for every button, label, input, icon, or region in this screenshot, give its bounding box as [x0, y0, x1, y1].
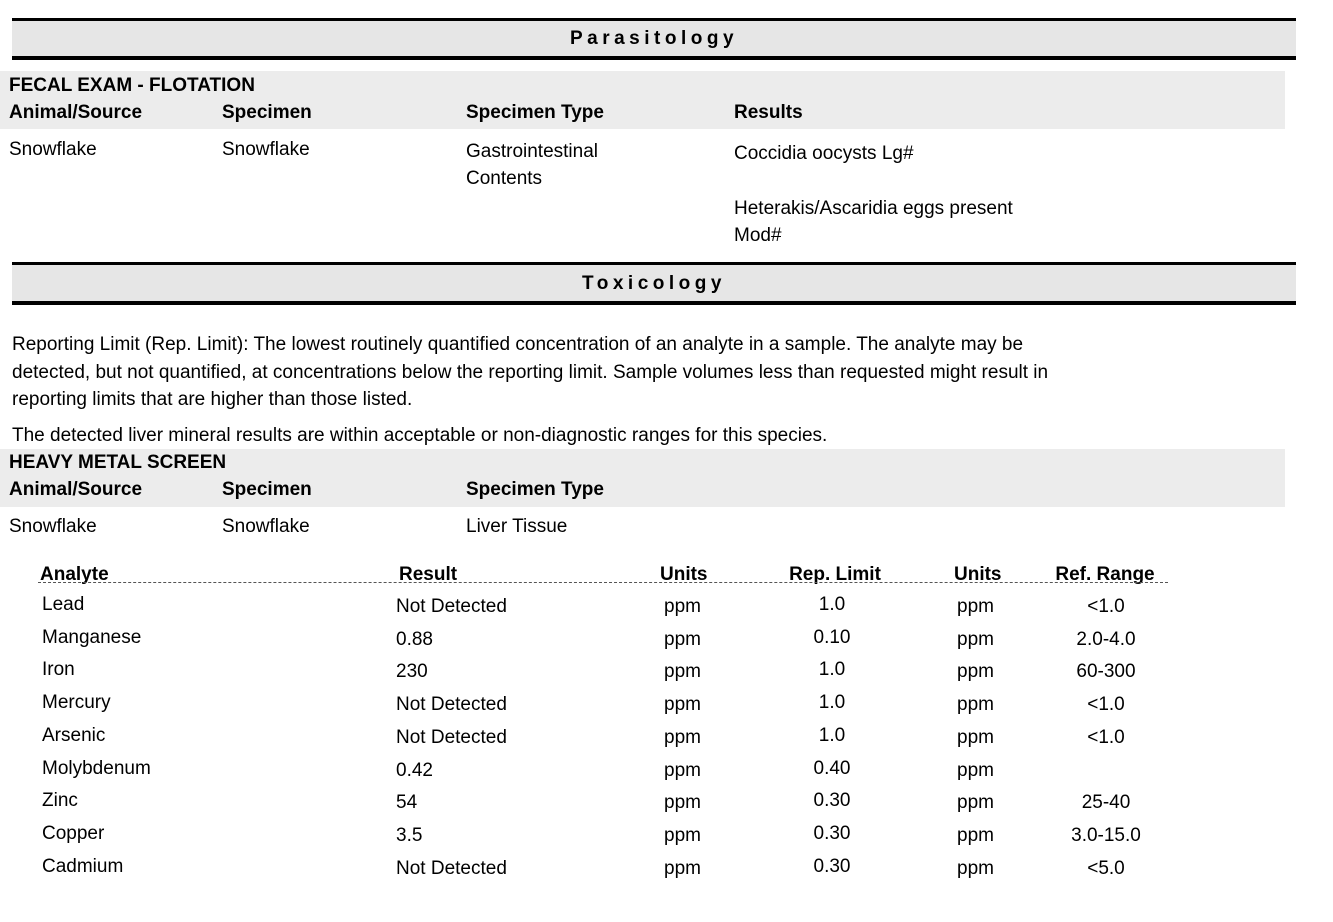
- analyte-rep-limit: 0.30: [813, 856, 851, 877]
- heavy-header-animal: Animal/Source: [9, 479, 143, 500]
- analyte-units-2: ppm: [957, 596, 994, 617]
- analyte-name: Copper: [42, 823, 105, 844]
- analyte-units: ppm: [664, 694, 701, 715]
- analyte-rep-limit: 1.0: [818, 692, 846, 713]
- analyte-name: Molybdenum: [42, 758, 151, 779]
- fecal-result-1: Coccidia oocysts Lg#: [734, 143, 914, 164]
- analyte-ref-range: <1.0: [1087, 694, 1125, 715]
- analyte-units: ppm: [664, 858, 701, 879]
- col-header-result: Result: [399, 564, 458, 585]
- heavy-row-animal: Snowflake: [9, 516, 97, 537]
- analyte-rep-limit: 0.40: [813, 758, 851, 779]
- fecal-header-results: Results: [734, 102, 803, 123]
- analyte-ref-range: 3.0-15.0: [1071, 825, 1141, 846]
- analyte-result: Not Detected: [396, 596, 507, 617]
- analyte-result: 54: [396, 792, 418, 813]
- analyte-name: Arsenic: [42, 725, 106, 746]
- liver-mineral-note: The detected liver mineral results are within acceptable or non-diagnostic ranges for this species.: [12, 425, 828, 446]
- col-header-rep-limit: Rep. Limit: [789, 564, 881, 585]
- analyte-result: 0.88: [396, 629, 433, 650]
- analyte-name: Lead: [42, 594, 85, 615]
- rep-limit-note-line1: Reporting Limit (Rep. Limit): The lowest routinely quantified concentration of an analyte in a sample. The analyte may be: [12, 334, 1024, 355]
- analyte-units-2: ppm: [957, 661, 994, 682]
- col-header-units: Units: [660, 564, 708, 585]
- analyte-ref-range: 2.0-4.0: [1076, 629, 1136, 650]
- fecal-header-specimen-type: Specimen Type: [466, 102, 604, 123]
- fecal-row-specimen: Snowflake: [222, 139, 310, 160]
- analyte-units: ppm: [664, 727, 701, 748]
- heavy-header-specimen: Specimen: [222, 479, 312, 500]
- analyte-rep-limit: 0.30: [813, 790, 851, 811]
- analyte-name: Zinc: [42, 790, 78, 811]
- analyte-ref-range: <5.0: [1087, 858, 1125, 879]
- col-header-units-2: Units: [954, 564, 1002, 585]
- analyte-result: Not Detected: [396, 858, 507, 879]
- analyte-result: 0.42: [396, 760, 433, 781]
- analyte-result: Not Detected: [396, 727, 507, 748]
- analyte-rep-limit: 1.0: [818, 659, 846, 680]
- analyte-result: 3.5: [396, 825, 423, 846]
- analyte-name: Cadmium: [42, 856, 124, 877]
- table-header-divider: [38, 582, 1168, 583]
- analyte-ref-range: <1.0: [1087, 727, 1125, 748]
- fecal-header-specimen: Specimen: [222, 102, 312, 123]
- analyte-result: Not Detected: [396, 694, 507, 715]
- col-header-ref-range: Ref. Range: [1055, 564, 1155, 585]
- analyte-ref-range: <1.0: [1087, 596, 1125, 617]
- rep-limit-note-line2: detected, but not quantified, at concentrations below the reporting limit. Sample volumes less than requested might result in: [12, 362, 1049, 383]
- fecal-result-2-line2: Mod#: [734, 225, 782, 246]
- analyte-ref-range: 25-40: [1081, 792, 1131, 813]
- fecal-header-animal: Animal/Source: [9, 102, 143, 123]
- heavy-metal-test-name: HEAVY METAL SCREEN: [9, 452, 227, 473]
- toxicology-title: Toxicology: [582, 273, 726, 294]
- heavy-header-specimen-type: Specimen Type: [466, 479, 604, 500]
- parasitology-section-header: [12, 18, 1296, 60]
- fecal-row-type-line1: Gastrointestinal: [466, 141, 599, 162]
- analyte-rep-limit: 1.0: [818, 725, 846, 746]
- analyte-name: Mercury: [42, 692, 111, 713]
- heavy-row-specimen-type: Liver Tissue: [466, 516, 568, 537]
- analyte-units-2: ppm: [957, 629, 994, 650]
- fecal-exam-test-name: FECAL EXAM - FLOTATION: [9, 75, 255, 96]
- toxicology-section-header: [12, 262, 1296, 305]
- analyte-units-2: ppm: [957, 694, 994, 715]
- analyte-rep-limit: 0.10: [813, 627, 851, 648]
- analyte-units-2: ppm: [957, 858, 994, 879]
- analyte-units-2: ppm: [957, 760, 994, 781]
- analyte-units: ppm: [664, 792, 701, 813]
- analyte-units: ppm: [664, 825, 701, 846]
- analyte-rep-limit: 0.30: [813, 823, 851, 844]
- analyte-result: 230: [396, 661, 428, 682]
- analyte-units-2: ppm: [957, 727, 994, 748]
- analyte-name: Manganese: [42, 627, 142, 648]
- fecal-result-2-line1: Heterakis/Ascaridia eggs present: [734, 198, 1013, 219]
- analyte-ref-range: 60-300: [1076, 661, 1136, 682]
- analyte-units-2: ppm: [957, 792, 994, 813]
- col-header-analyte: Analyte: [40, 564, 109, 585]
- analyte-units: ppm: [664, 596, 701, 617]
- analyte-rep-limit: 1.0: [818, 594, 846, 615]
- analyte-name: Iron: [42, 659, 75, 680]
- fecal-row-animal: Snowflake: [9, 139, 97, 160]
- heavy-row-specimen: Snowflake: [222, 516, 310, 537]
- fecal-row-type-line2: Contents: [466, 168, 543, 189]
- parasitology-title: Parasitology: [569, 28, 739, 49]
- analyte-units-2: ppm: [957, 825, 994, 846]
- analyte-units: ppm: [664, 629, 701, 650]
- analyte-units: ppm: [664, 760, 701, 781]
- analyte-units: ppm: [664, 661, 701, 682]
- rep-limit-note-line3: reporting limits that are higher than those listed.: [12, 389, 413, 410]
